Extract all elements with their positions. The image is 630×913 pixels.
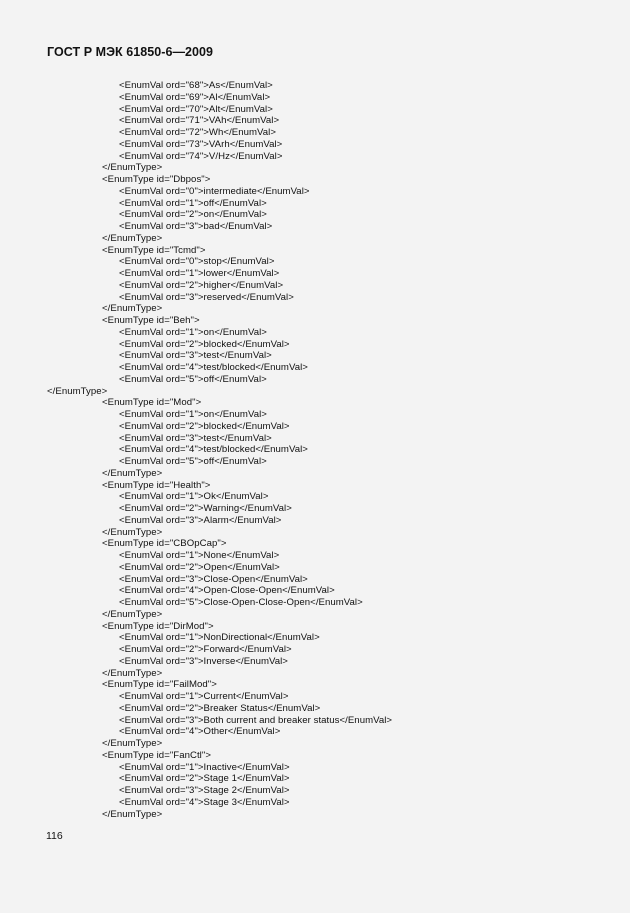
code-line: <EnumVal ord="2">blocked</EnumVal> — [119, 420, 290, 432]
code-line: <EnumVal ord="1">Current</EnumVal> — [119, 691, 289, 702]
code-line: <EnumType id="Health"> — [102, 479, 211, 491]
code-line: </EnumType> — [47, 385, 108, 397]
code-line: <EnumVal ord="4">test/blocked</EnumVal> — [119, 362, 308, 373]
code-line: <EnumVal ord="1">Ok</EnumVal> — [119, 491, 269, 503]
code-line: </EnumType> — [102, 738, 163, 749]
code-line: <EnumVal ord="69">Al</EnumVal> — [119, 91, 271, 103]
code-line: <EnumVal ord="4">Stage 3</EnumVal> — [119, 796, 290, 808]
code-line: <EnumVal ord="2">blocked</EnumVal> — [119, 338, 290, 350]
code-line: <EnumVal ord="2">Breaker Status</EnumVal> — [119, 702, 321, 714]
code-line: <EnumType id="Dbpos"> — [102, 174, 211, 185]
code-line: <EnumVal ord="1">None</EnumVal> — [119, 550, 280, 561]
code-line: <EnumVal ord="3">Alarm</EnumVal> — [119, 514, 282, 526]
code-line: <EnumVal ord="5">off</EnumVal> — [119, 373, 267, 385]
code-line: <EnumVal ord="3">bad</EnumVal> — [119, 221, 273, 232]
code-line: </EnumType> — [102, 667, 163, 679]
code-line: <EnumVal ord="3">Stage 2</EnumVal> — [119, 785, 290, 796]
code-line: <EnumVal ord="72">Wh</EnumVal> — [119, 127, 277, 138]
code-line: <EnumType id="DirMod"> — [102, 620, 214, 632]
code-line: <EnumVal ord="2">on</EnumVal> — [119, 209, 267, 221]
code-line: <EnumVal ord="2">Forward</EnumVal> — [119, 644, 292, 655]
page-number: 116 — [46, 830, 63, 842]
code-line: </EnumType> — [102, 808, 163, 820]
code-line: <EnumType id="Mod"> — [102, 397, 202, 409]
code-line: <EnumVal ord="74">V/Hz</EnumVal> — [119, 150, 283, 162]
code-line: <EnumVal ord="5">off</EnumVal> — [119, 456, 267, 467]
code-line: <EnumVal ord="1">off</EnumVal> — [119, 197, 267, 209]
code-line: </EnumType> — [102, 608, 163, 620]
code-line: <EnumVal ord="0">intermediate</EnumVal> — [119, 185, 310, 197]
code-line: <EnumVal ord="3">test</EnumVal> — [119, 432, 272, 444]
code-line: </EnumType> — [102, 526, 163, 538]
code-line: </EnumType> — [102, 467, 163, 479]
code-line: <EnumVal ord="3">Inverse</EnumVal> — [119, 655, 288, 667]
code-line: <EnumVal ord="1">Inactive</EnumVal> — [119, 761, 290, 773]
code-line: <EnumVal ord="70">Alt</EnumVal> — [119, 103, 273, 115]
document-header: ГОСТ Р МЭК 61850-6—2009 — [47, 45, 214, 59]
code-line: <EnumVal ord="2">Warning</EnumVal> — [119, 503, 292, 514]
code-line: </EnumType> — [102, 303, 163, 315]
code-line: <EnumType id="Tcmd"> — [102, 244, 206, 256]
code-line: <EnumType id="Beh"> — [102, 315, 200, 326]
code-line: <EnumVal ord="1">on</EnumVal> — [119, 326, 267, 338]
code-line: <EnumVal ord="73">VArh</EnumVal> — [119, 138, 283, 150]
code-line: <EnumVal ord="2">higher</EnumVal> — [119, 279, 284, 291]
code-line: <EnumVal ord="0">stop</EnumVal> — [119, 256, 275, 268]
code-line: <EnumVal ord="71">VAh</EnumVal> — [119, 115, 280, 127]
code-line: <EnumVal ord="4">Other</EnumVal> — [119, 726, 281, 738]
code-line: <EnumVal ord="1">NonDirectional</EnumVal> — [119, 632, 320, 644]
code-line: <EnumVal ord="2">Open</EnumVal> — [119, 561, 280, 573]
code-line: <EnumVal ord="5">Close-Open-Close-Open</EnumVal> — [119, 597, 363, 608]
code-line: <EnumType id="CBOpCap"> — [102, 538, 227, 550]
code-line: <EnumVal ord="4">Open-Close-Open</EnumVal> — [119, 585, 335, 597]
code-line: <EnumType id="FanCtl"> — [102, 749, 211, 761]
code-line: <EnumVal ord="3">reserved</EnumVal> — [119, 291, 294, 303]
code-line: <EnumVal ord="4">test/blocked</EnumVal> — [119, 444, 308, 456]
code-line: <EnumVal ord="2">Stage 1</EnumVal> — [119, 773, 290, 785]
code-line: </EnumType> — [102, 162, 163, 174]
code-line: <EnumType id="FailMod"> — [102, 679, 217, 691]
code-line: <EnumVal ord="3">Both current and breaker status</EnumVal> — [119, 714, 393, 726]
code-line: <EnumVal ord="1">on</EnumVal> — [119, 409, 267, 420]
code-line: <EnumVal ord="1">lower</EnumVal> — [119, 268, 280, 279]
code-line: <EnumVal ord="3">test</EnumVal> — [119, 350, 272, 362]
code-line: <EnumVal ord="68">As</EnumVal> — [119, 80, 273, 91]
code-line: </EnumType> — [102, 232, 163, 244]
code-line: <EnumVal ord="3">Close-Open</EnumVal> — [119, 573, 308, 585]
